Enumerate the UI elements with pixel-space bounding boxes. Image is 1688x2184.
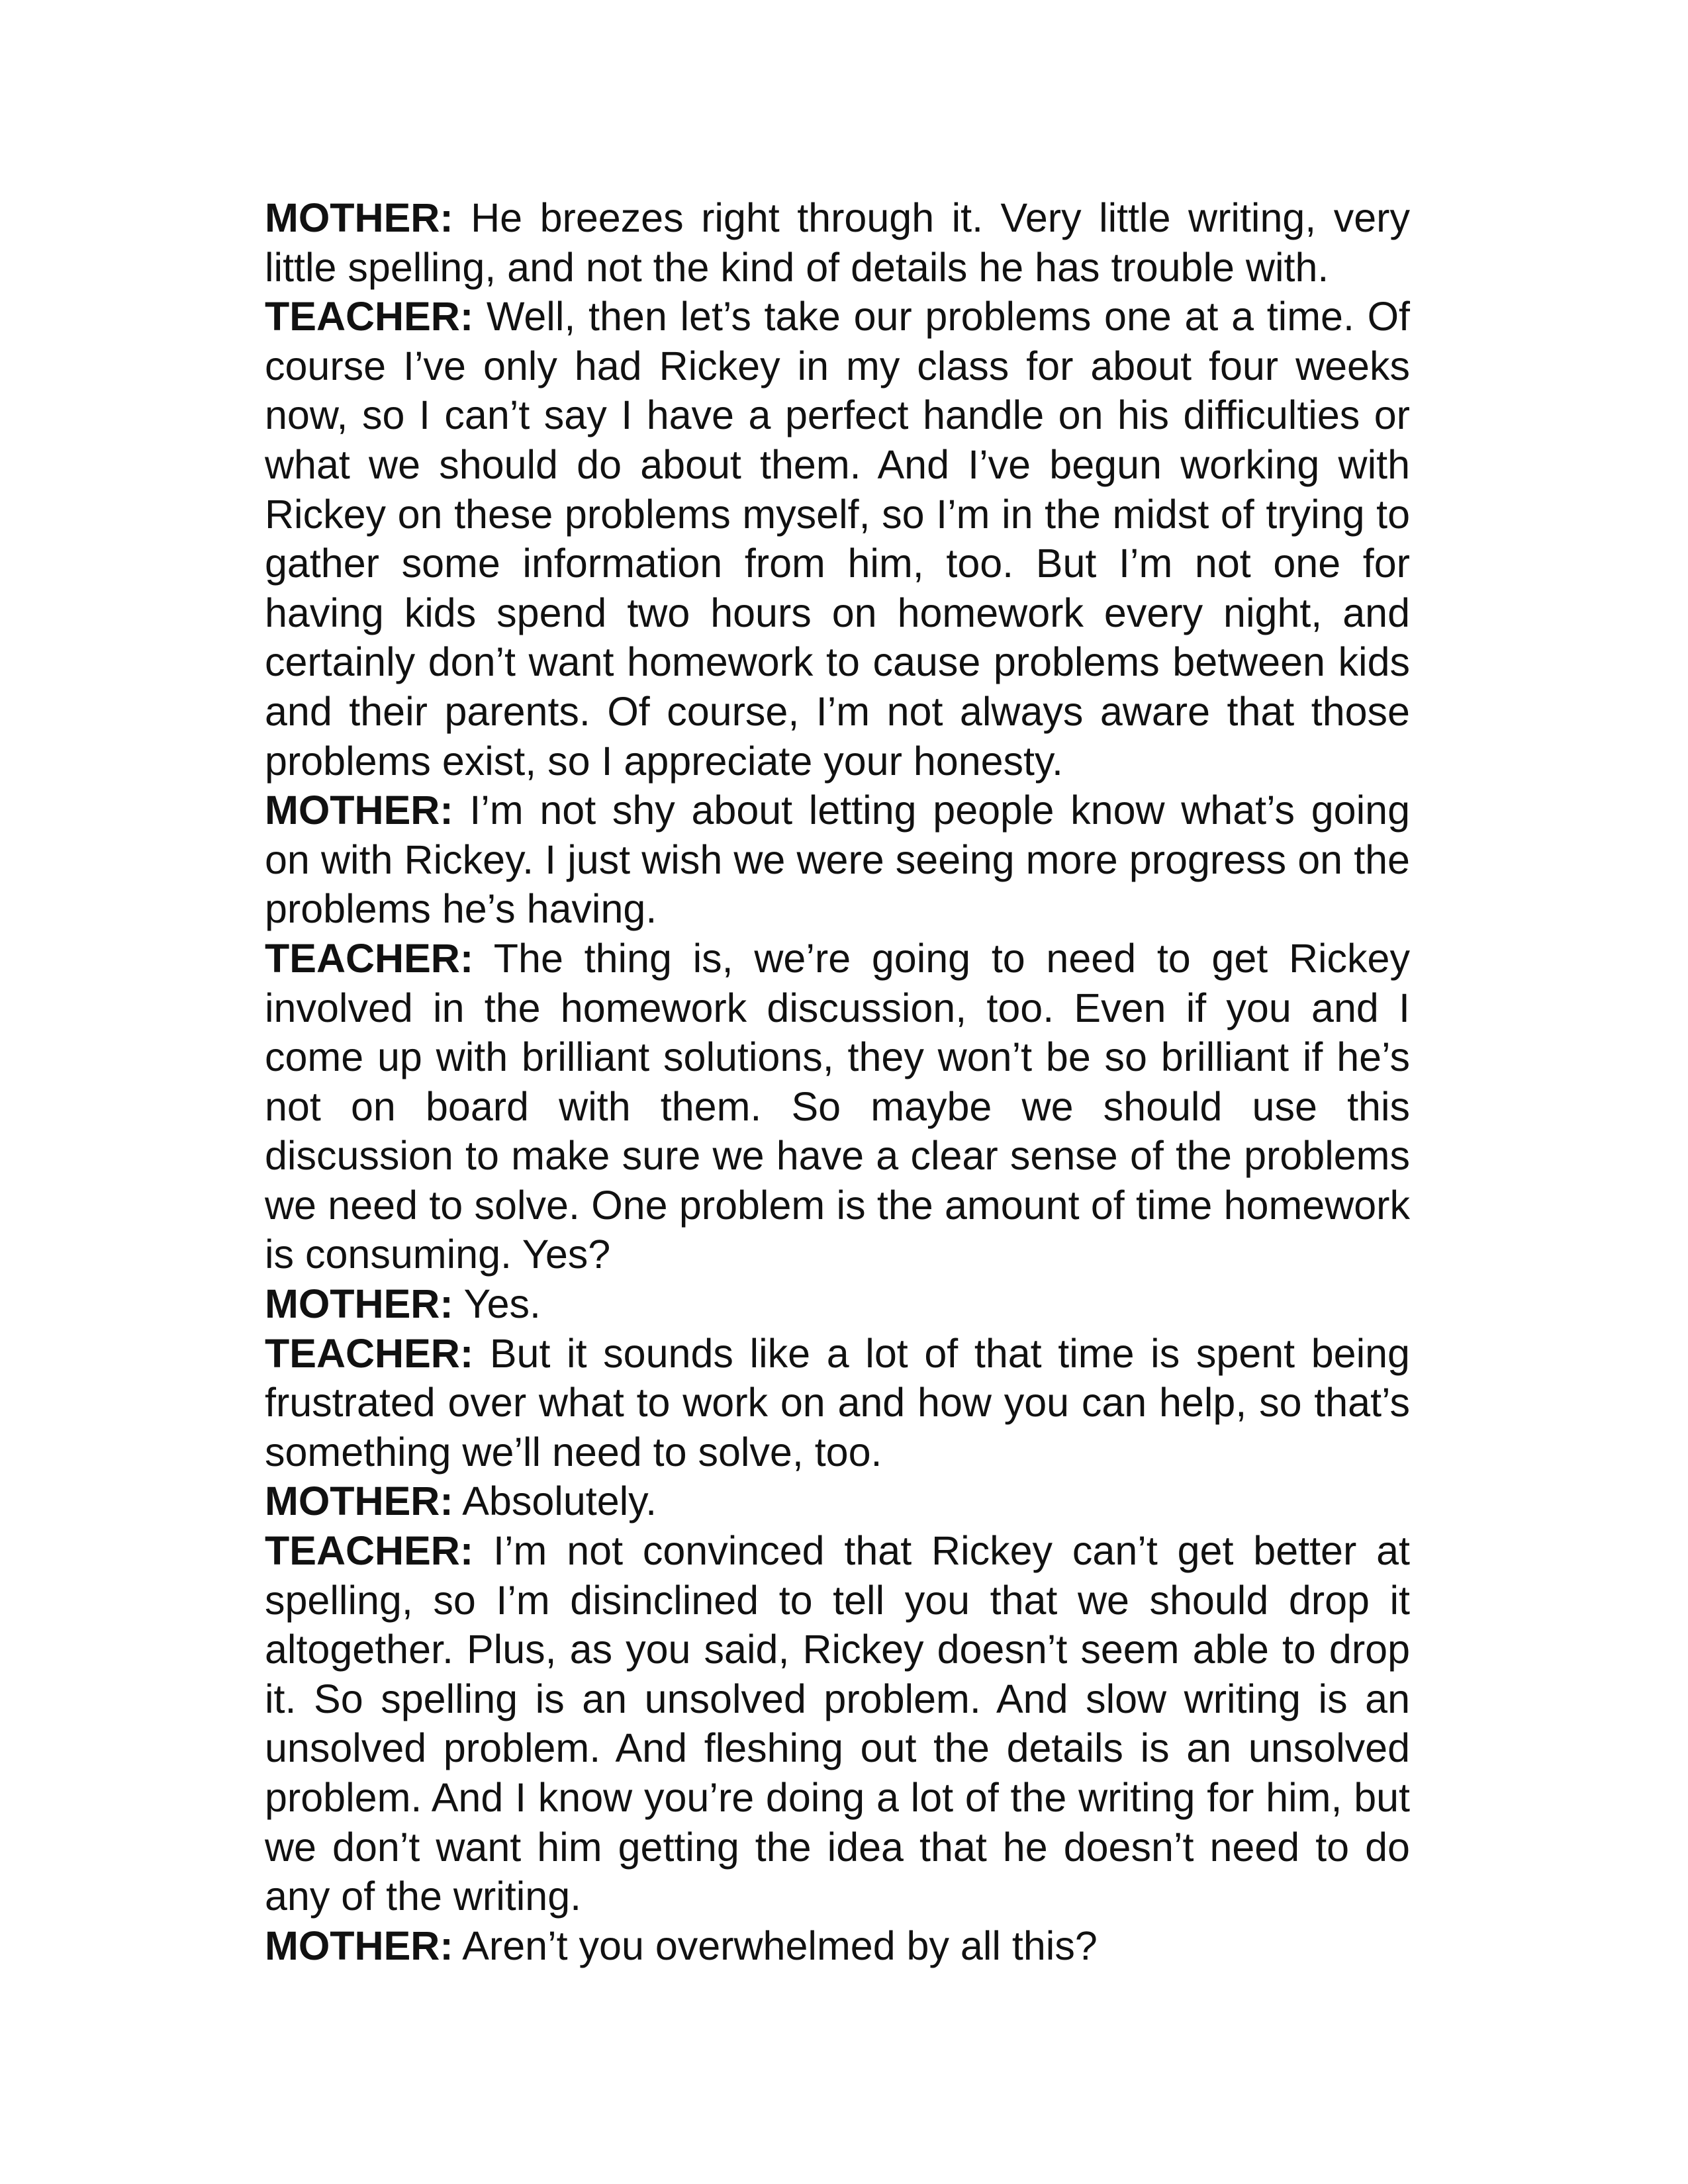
dialogue-text: Aren’t you overwhelmed by all this? [462, 1923, 1098, 1968]
dialogue-text: I’m not shy about letting people know what’s going on with Rickey. I just wish we were seeing more progress on the problems he’s having. [265, 788, 1410, 932]
dialogue-turn-teacher [265, 1329, 1410, 1477]
dialogue-turn-mother [265, 1279, 1410, 1329]
dialogue-text: I’m not convinced that Rickey can’t get better at spelling, so I’m disinclined to tell you that we should drop it altogether. Plus, as you said, Rickey doesn’t seem able to drop it. So spelling is an unsolved problem. And slow writing is an unsolved problem. And fleshing out the details is an unsolved problem. And I know you’re doing a lot of the writing for him, but we don’t want him getting the idea that he doesn’t need to do any of the writing. [265, 1528, 1411, 1919]
dialogue-turn-mother [265, 1477, 1410, 1526]
speaker-label: TEACHER: [265, 294, 474, 340]
dialogue-turn-mother [265, 193, 1410, 292]
speaker-label: TEACHER: [265, 1528, 474, 1574]
speaker-label: MOTHER: [265, 195, 453, 240]
speaker-label: MOTHER: [265, 1479, 453, 1524]
dialogue-text: But it sounds like a lot of that time is spent being frustrated over what to work on and how you can help, so that’s something we’ll need to solve, too. [265, 1330, 1410, 1475]
document-page [265, 193, 1410, 1970]
speaker-label: MOTHER: [265, 1281, 453, 1327]
dialogue-turn-teacher [265, 1526, 1410, 1921]
dialogue-turn-teacher [265, 292, 1410, 786]
speaker-label: TEACHER: [265, 1330, 474, 1376]
speaker-label: TEACHER: [265, 935, 474, 981]
speaker-label: MOTHER: [265, 1923, 453, 1968]
dialogue-text: He breezes right through it. Very little writing, very little spelling, and not the kind of details he has trouble with. [265, 195, 1410, 290]
dialogue-text: Well, then let’s take our problems one at a time. Of course I’ve only had Rickey in my class for about four weeks now, so I can’t say I have a perfect handle on his difficulties or what we should do about them. And I’ve begun working with Rickey on these problems myself, so I’m in the midst of trying to gather some information from him, too. But I’m not one for having kids spend two hours on homework every night, and certainly don’t want homework to cause problems between kids and their parents. Of course, I’m not always aware that those problems exist, so I appreciate your honesty. [265, 294, 1411, 784]
dialogue-text: The thing is, we’re going to need to get Rickey involved in the homework discussion, too. Even if you and I come up with brilliant solutions, they won’t be so brilliant if he’s not on board with them. So maybe we should use this discussion to make sure we have a clear sense of the problems we need to solve. One problem is the amount of time homework is consuming. Yes? [265, 935, 1410, 1277]
dialogue-turn-mother [265, 1921, 1410, 1971]
dialogue-text: Yes. [463, 1281, 541, 1327]
dialogue-text: Absolutely. [462, 1479, 657, 1524]
dialogue-turn-teacher [265, 934, 1410, 1279]
dialogue-turn-mother [265, 786, 1410, 934]
speaker-label: MOTHER: [265, 788, 453, 833]
